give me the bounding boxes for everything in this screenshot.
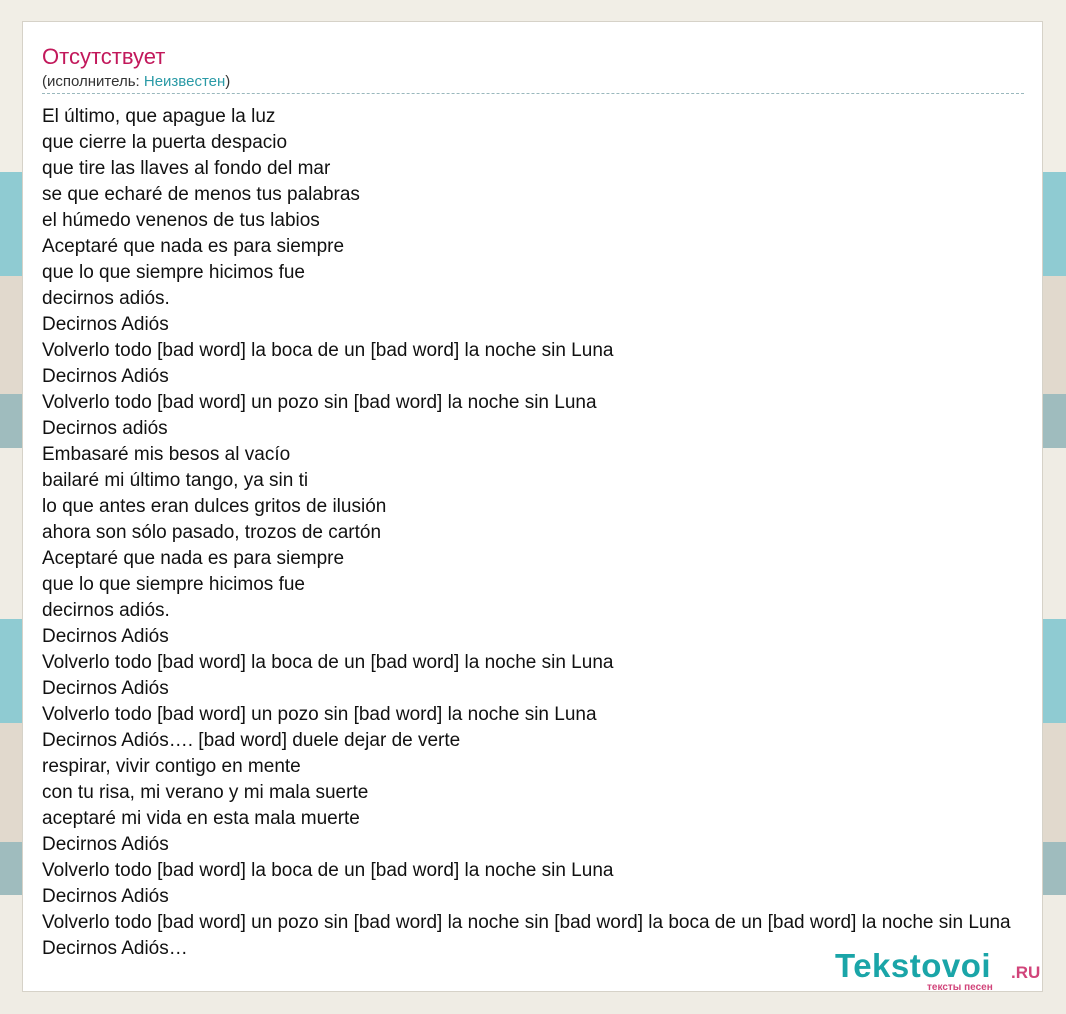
- lyric-line: aceptaré mi vida en esta mala muerte: [42, 808, 360, 829]
- lyric-line: Aceptaré que nada es para siempre: [42, 236, 345, 257]
- lyrics-text: [42, 104, 1011, 962]
- lyric-line: Decirnos Adiós: [42, 626, 169, 647]
- artist-link[interactable]: Неизвестен: [143, 73, 226, 90]
- lyric-line: el húmedo venenos de tus labios: [42, 210, 320, 231]
- artist-suffix: ): [225, 73, 231, 90]
- lyric-line: ahora son sólo pasado, trozos de cartón: [42, 522, 382, 543]
- lyric-line: Aceptaré que nada es para siempre: [42, 548, 345, 569]
- logo-tld: .RU: [1011, 963, 1041, 982]
- lyric-line: decirnos adiós.: [42, 600, 170, 621]
- lyric-line: Decirnos adiós: [42, 418, 168, 439]
- lyric-line: Decirnos Adiós: [42, 834, 169, 855]
- lyric-line: con tu risa, mi verano y mi mala suerte: [42, 782, 369, 803]
- lyric-line: Decirnos Adiós: [42, 366, 169, 387]
- lyric-line: Volverlo todo [bad word] un pozo sin [bad word] la noche sin [bad word] la boca de un [bad word] la noche sin Luna: [42, 912, 1011, 933]
- logo-name: Tekstovoi: [835, 947, 992, 984]
- lyric-line: Volverlo todo [bad word] la boca de un [bad word] la noche sin Luna: [42, 652, 614, 673]
- lyric-line: decirnos adiós.: [42, 288, 170, 309]
- logo-tagline: тексты песен: [927, 982, 993, 993]
- song-title: Отсутствует: [42, 44, 166, 69]
- lyric-line: Decirnos Adiós: [42, 886, 169, 907]
- lyric-line: Embasaré mis besos al vacío: [42, 444, 291, 465]
- lyric-line: lo que antes eran dulces gritos de ilusión: [42, 496, 387, 517]
- lyric-line: bailaré mi último tango, ya sin ti: [42, 470, 309, 491]
- lyrics-card: [22, 21, 1043, 992]
- lyric-line: que lo que siempre hicimos fue: [42, 574, 305, 595]
- artist-line: [42, 73, 230, 91]
- lyric-line: Volverlo todo [bad word] la boca de un [bad word] la noche sin Luna: [42, 340, 614, 361]
- lyric-line: se que echaré de menos tus palabras: [42, 184, 360, 205]
- lyric-line: Volverlo todo [bad word] un pozo sin [bad word] la noche sin Luna: [42, 704, 597, 725]
- divider: [42, 93, 1024, 94]
- lyric-line: respirar, vivir contigo en mente: [42, 756, 301, 777]
- site-logo[interactable]: [835, 946, 1040, 994]
- lyric-line: Volverlo todo [bad word] un pozo sin [bad word] la noche sin Luna: [42, 392, 597, 413]
- artist-prefix: (исполнитель:: [42, 73, 144, 90]
- lyric-line: Decirnos Adiós…: [42, 938, 188, 959]
- lyric-line: que tire las llaves al fondo del mar: [42, 158, 331, 179]
- lyric-line: que lo que siempre hicimos fue: [42, 262, 305, 283]
- lyric-line: que cierre la puerta despacio: [42, 132, 288, 153]
- lyric-line: Decirnos Adiós…. [bad word] duele dejar de verte: [42, 730, 461, 751]
- lyric-line: Decirnos Adiós: [42, 678, 169, 699]
- lyric-line: Decirnos Adiós: [42, 314, 169, 335]
- lyric-line: Volverlo todo [bad word] la boca de un [bad word] la noche sin Luna: [42, 860, 614, 881]
- lyric-line: El último, que apague la luz: [42, 106, 276, 127]
